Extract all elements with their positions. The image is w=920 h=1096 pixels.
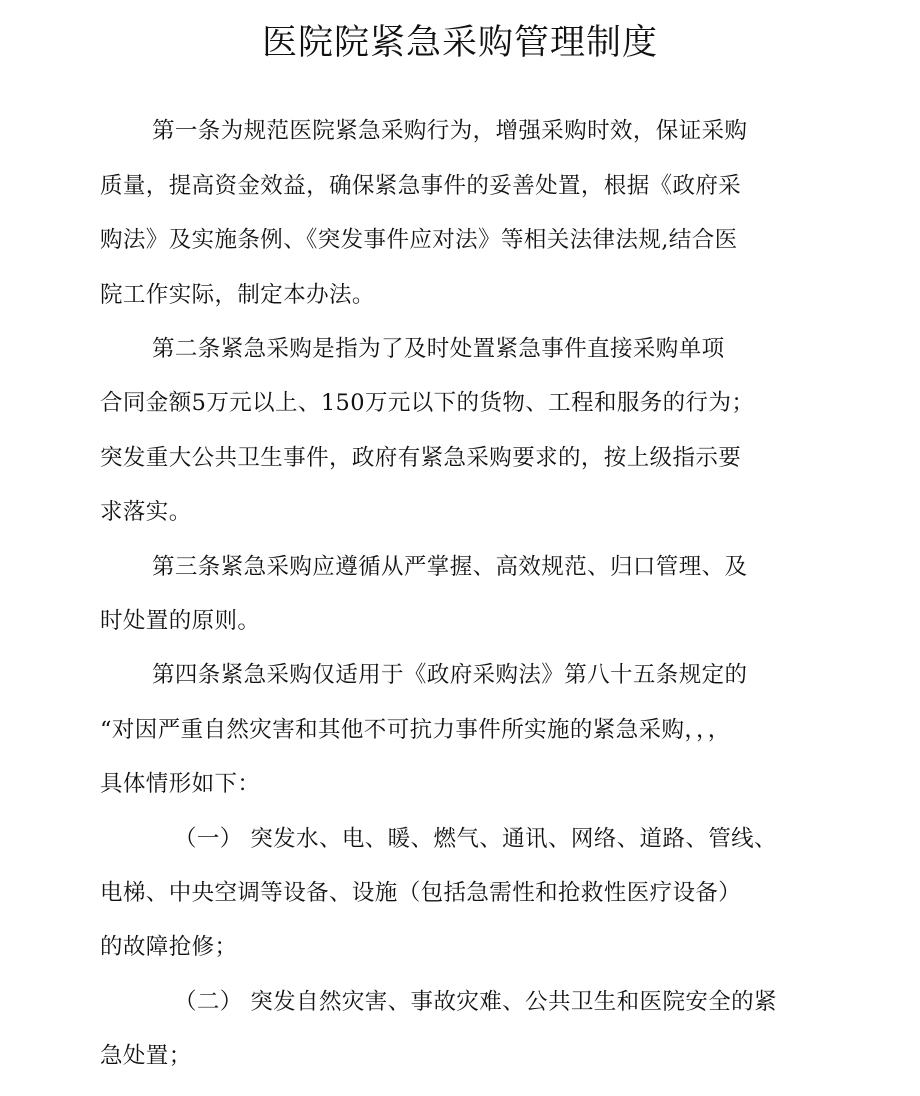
text-line: （一） 突发水、电、暖、燃气、通讯、网络、道路、管线、 — [174, 826, 777, 852]
text-line: “对因严重自然灾害和其他不可抗力事件所实施的紧急采购，，， — [100, 717, 731, 743]
text-line: 突发重大公共卫生事件，政府有紧急采购要求的，按上级指示要 — [100, 445, 742, 471]
text-line: 求落实。 — [100, 499, 192, 525]
text-line: 第二条紧急采购是指为了及时处置紧急事件直接采购单项 — [152, 336, 725, 362]
text-line: 质量，提高资金效益，确保紧急事件的妥善处置，根据《政府采 — [100, 173, 742, 199]
text-line: 第三条紧急采购应遵循从严掌握、高效规范、归口管理、及 — [152, 554, 748, 580]
text-line: 具体情形如下： — [100, 771, 261, 797]
text-line: 时处置的原则。 — [100, 608, 261, 634]
text-line: 购法》及实施条例、《突发事件应对法》等相关法律法规,结合医 — [100, 227, 738, 253]
text-line: 急处置； — [100, 1043, 192, 1069]
text-line: 第一条为规范医院紧急采购行为，增强采购时效，保证采购 — [152, 118, 748, 144]
text-line: 合同金额5万元以上、150万元以下的货物、工程和服务的行为； — [100, 390, 755, 416]
text-line: 电梯、中央空调等设备、设施（包括急需性和抢救性医疗设备） — [100, 880, 742, 906]
text-line: 第四条紧急采购仅适用于《政府采购法》第八十五条规定的 — [152, 662, 748, 688]
document-title: 医院院紧急采购管理制度 — [261, 23, 658, 63]
text-line: 的故障抢修； — [100, 934, 238, 960]
text-line: 院工作实际，制定本办法。 — [100, 282, 375, 308]
text-line: （二） 突发自然灾害、事故灾难、公共卫生和医院安全的紧 — [174, 989, 777, 1015]
